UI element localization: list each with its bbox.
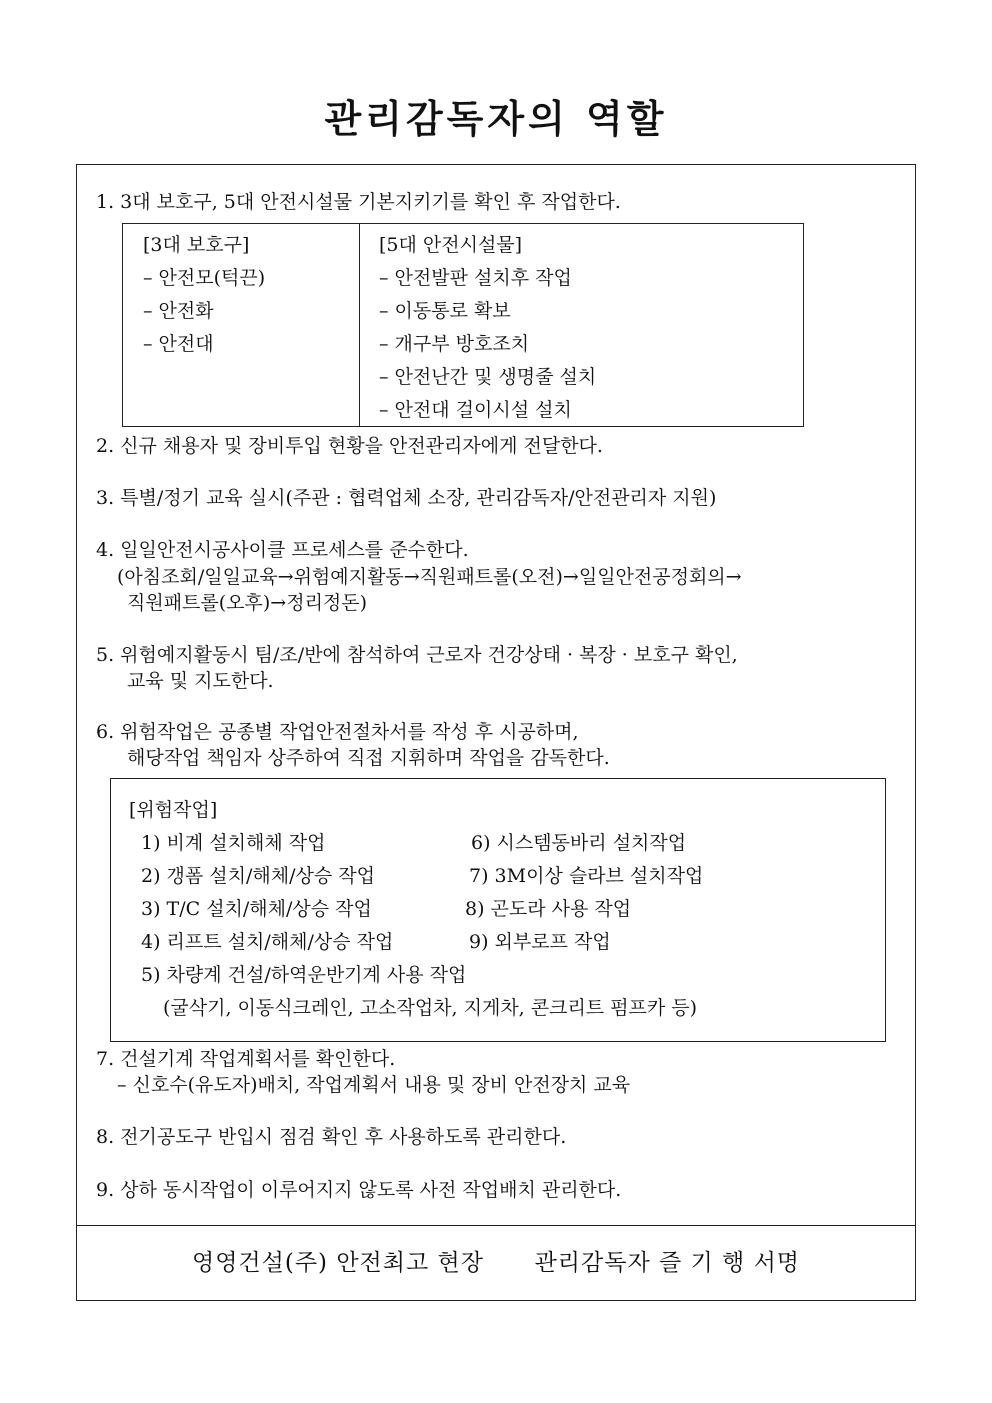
hazard-work-item: 9) 외부로프 작업 <box>469 931 611 953</box>
item-3: 3. 특별/정기 교육 실시(주관 : 협력업체 소장, 관리감독자/안전관리자 지원) <box>96 487 717 509</box>
hazard-work-item: 6) 시스템동바리 설치작업 <box>471 832 687 854</box>
item-7: 7. 건설기계 작업계획서를 확인한다. <box>96 1048 396 1070</box>
footer-divider <box>77 1225 915 1226</box>
item-8: 8. 전기공도구 반입시 점검 확인 후 사용하도록 관리한다. <box>96 1126 567 1148</box>
safety-facility-item: – 안전난간 및 생명줄 설치 <box>379 366 597 388</box>
item-4: 4. 일일안전시공사이클 프로세스를 준수한다. <box>96 539 469 561</box>
item-1: 1. 3대 보호구, 5대 안전시설물 기본지키기를 확인 후 작업한다. <box>96 191 621 213</box>
item-9: 9. 상하 동시작업이 이루어지지 않도록 사전 작업배치 관리한다. <box>96 1179 622 1201</box>
protective-gear-item: – 안전대 <box>143 333 214 355</box>
safety-facility-item: – 개구부 방호조치 <box>379 333 530 355</box>
protective-gear-item: – 안전화 <box>143 300 214 322</box>
content-frame <box>76 164 916 1301</box>
safety-facilities-header: [5대 안전시설물] <box>379 234 523 256</box>
hazard-work-item: 8) 곤도라 사용 작업 <box>465 898 632 920</box>
hazard-work-item: 7) 3M이상 슬라브 설치작업 <box>469 865 704 887</box>
item-7-detail: – 신호수(유도자)배치, 작업계획서 내용 및 장비 안전장치 교육 <box>117 1074 631 1096</box>
item-4-detail: 직원패트롤(오후)→정리정돈) <box>127 592 368 614</box>
safety-facility-item: – 이동통로 확보 <box>379 300 511 322</box>
gear-facilities-table <box>122 223 804 427</box>
footer-company: 영영건설(주) 안전최고 현장 <box>191 1250 484 1276</box>
footer-signature-line <box>0 1244 992 1277</box>
hazard-work-item: 1) 비계 설치해체 작업 <box>141 832 326 854</box>
item-6: 6. 위험작업은 공종별 작업안전절차서를 작성 후 시공하며, <box>96 721 579 743</box>
item-5-detail: 교육 및 지도한다. <box>127 670 274 692</box>
item-2: 2. 신규 채용자 및 장비투입 현황을 안전관리자에게 전달한다. <box>96 435 603 457</box>
footer-signoff: 관리감독자 즐 기 행 서명 <box>534 1250 801 1276</box>
hazard-work-note: (굴삭기, 이동식크레인, 고소작업차, 지게차, 콘크리트 펌프카 등) <box>163 997 698 1019</box>
hazard-work-box <box>110 778 886 1042</box>
item-5: 5. 위험예지활동시 팀/조/반에 참석하여 근로자 건강상태 · 복장 · 보호구 확인, <box>96 644 738 666</box>
protective-gear-item: – 안전모(턱끈) <box>143 267 266 289</box>
item-4-detail: (아침조회/일일교육→위험예지활동→직원패트롤(오전)→일일안전공정회의→ <box>117 566 742 588</box>
hazard-work-item: 3) T/C 설치/해체/상승 작업 <box>141 898 372 920</box>
protective-gear-header: [3대 보호구] <box>143 234 250 256</box>
item-6-detail: 해당작업 책임자 상주하여 직접 지휘하며 작업을 감독한다. <box>127 747 610 769</box>
safety-facility-item: – 안전대 걸이시설 설치 <box>379 399 572 421</box>
hazard-work-item: 2) 갱폼 설치/해체/상승 작업 <box>141 865 375 887</box>
safety-facility-item: – 안전발판 설치후 작업 <box>379 267 572 289</box>
hazard-work-header: [위험작업] <box>129 799 218 821</box>
document-title: 관리감독자의 역할 <box>324 97 668 141</box>
hazard-work-item: 4) 리프트 설치/해체/상승 작업 <box>141 931 394 953</box>
hazard-work-item: 5) 차량계 건설/하역운반기계 사용 작업 <box>141 964 467 986</box>
table-column-divider <box>359 224 360 426</box>
